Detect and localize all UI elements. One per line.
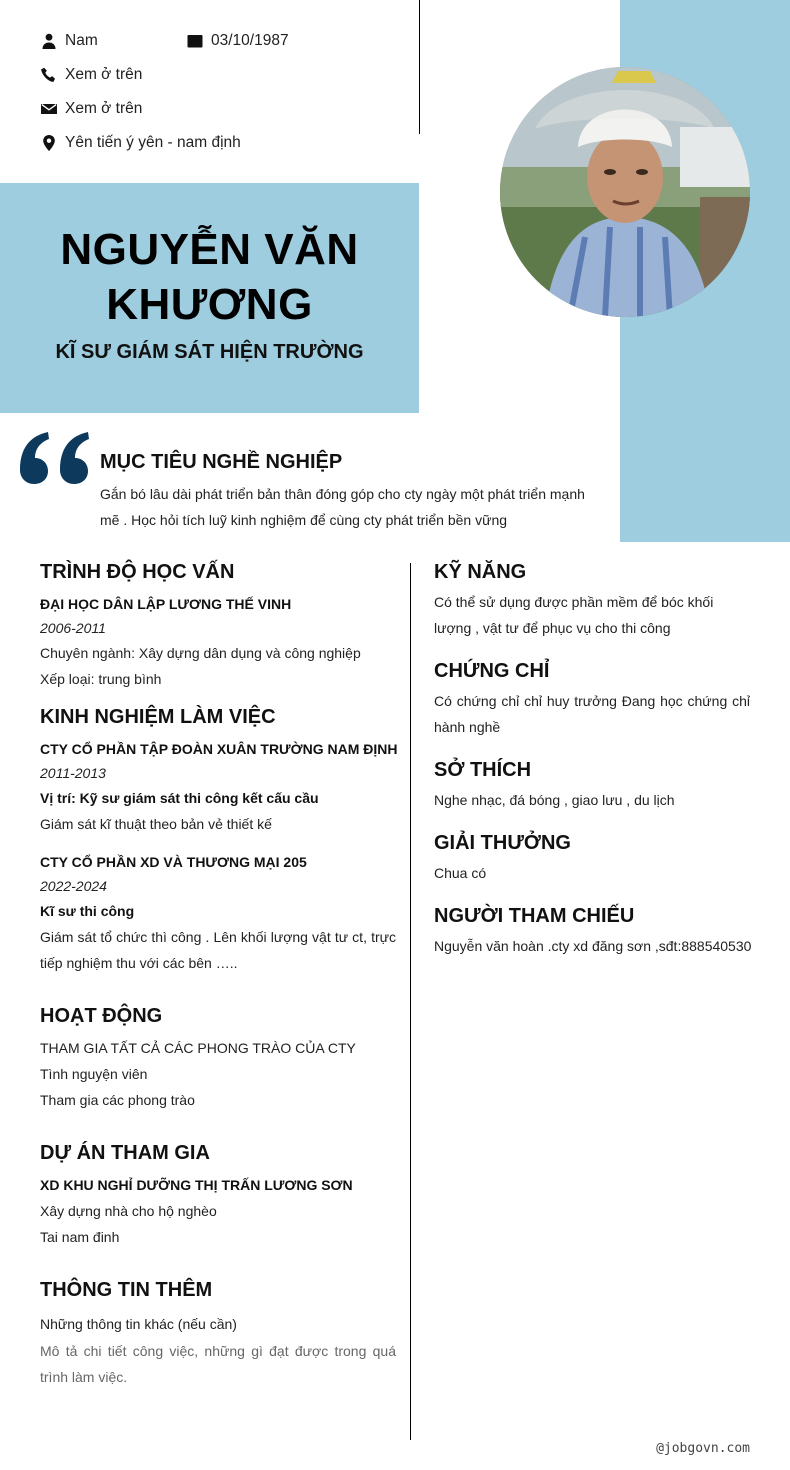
birthdate-text: 03/10/1987 <box>211 32 289 49</box>
candidate-name <box>0 222 419 332</box>
email-row <box>40 100 142 118</box>
skills-title: KỸ NĂNG <box>434 561 527 583</box>
gender-text: Nam <box>65 32 98 49</box>
job-1-years: 2011-2013 <box>40 765 106 781</box>
birthdate-row <box>186 32 289 50</box>
project-item: Tai nam đinh <box>40 1229 120 1245</box>
project-name: XD KHU NGHỈ DƯỠNG THỊ TRẤN LƯƠNG SƠN <box>40 1177 353 1193</box>
certificates-text: Có chứng chỉ chỉ huy trưởng Đang học chứng chỉ hành nghề <box>434 693 750 735</box>
address-row <box>40 134 241 152</box>
activity-item: Tình nguyện viên <box>40 1066 148 1082</box>
job-title: KĨ SƯ GIÁM SÁT HIỆN TRƯỜNG <box>55 341 364 363</box>
phone-row <box>40 66 142 84</box>
person-icon <box>40 32 58 50</box>
project-item: Xây dựng nhà cho hộ nghèo <box>40 1203 217 1219</box>
watermark: @jobgovn.com <box>656 1441 750 1456</box>
objective-title: MỤC TIÊU NGHỀ NGHIỆP <box>100 451 343 473</box>
gender-row <box>40 32 98 50</box>
activities-title: HOẠT ĐỘNG <box>40 1005 163 1027</box>
certificates-title: CHỨNG CHỈ <box>434 660 550 682</box>
calendar-icon <box>186 32 204 50</box>
awards-text: Chua có <box>434 865 487 881</box>
projects-title: DỰ ÁN THAM GIA <box>40 1142 210 1164</box>
location-pin-icon <box>40 134 58 152</box>
education-years: 2006-2011 <box>40 620 106 636</box>
awards-title: GIẢI THƯỞNG <box>434 832 571 854</box>
job-2-company: CTY CỔ PHẦN XD VÀ THƯƠNG MẠI 205 <box>40 854 307 870</box>
job-1-company: CTY CỔ PHẦN TẬP ĐOÀN XUÂN TRƯỜNG NAM ĐỊNH <box>40 741 398 757</box>
activity-item: THAM GIA TẤT CẢ CÁC PHONG TRÀO CỦA CTY <box>40 1040 356 1056</box>
additional-info-title: THÔNG TIN THÊM <box>40 1279 213 1301</box>
header-divider <box>419 0 420 134</box>
skills-text: Có thể sử dụng được phần mềm để bóc khối lượng , vật tư để phục vụ cho thi công <box>434 594 714 636</box>
education-title: TRÌNH ĐỘ HỌC VẤN <box>40 561 235 583</box>
hobbies-title: SỞ THÍCH <box>434 759 532 781</box>
name-line-1: NGUYỄN VĂN <box>60 225 359 274</box>
education-grade: Xếp loại: trung bình <box>40 671 162 687</box>
additional-info-line-2: Mô tả chi tiết công việc, những gì đạt được trong quá trình làm việc. <box>40 1343 396 1385</box>
references-title: NGƯỜI THAM CHIẾU <box>434 905 635 927</box>
objective-text: Gắn bó lâu dài phát triển bản thân đóng góp cho cty ngày một phát triển mạnh mẽ . Học hỏi tích luỹ kinh nghiệm để cùng cty phát triển bền vững <box>100 486 585 528</box>
job-2-position: Kĩ sư thi công <box>40 903 135 919</box>
experience-title: KINH NGHIỆM LÀM VIỆC <box>40 706 276 728</box>
job-1-description: Giám sát kĩ thuật theo bản vẻ thiết kế <box>40 816 272 832</box>
email-text: Xem ở trên <box>65 100 143 117</box>
references-text: Nguyễn văn hoàn .cty xd đăng sơn ,sđt:888540530 <box>434 938 752 954</box>
profile-photo <box>500 67 750 317</box>
additional-info-line-1: Những thông tin khác (nếu cần) <box>40 1316 237 1332</box>
envelope-icon <box>40 100 58 118</box>
job-2-years: 2022-2024 <box>40 878 107 894</box>
phone-text: Xem ở trên <box>65 66 143 83</box>
hobbies-text: Nghe nhạc, đá bóng , giao lưu , du lịch <box>434 792 675 808</box>
name-line-2: KHƯƠNG <box>106 280 313 329</box>
job-2-description: Giám sát tổ chức thì công . Lên khối lượng vật tư ct, trực tiếp nghiệm thu với các bên ….. <box>40 929 396 971</box>
activity-item: Tham gia các phong trào <box>40 1092 195 1108</box>
quote-mark-icon <box>18 430 94 486</box>
education-major: Chuyên ngành: Xây dựng dân dụng và công nghiệp <box>40 645 361 661</box>
job-1-position: Vị trí: Kỹ sư giám sát thi công kết cấu cầu <box>40 790 319 806</box>
address-text: Yên tiến ý yên - nam định <box>65 134 241 151</box>
column-divider <box>410 563 411 1440</box>
phone-icon <box>40 66 58 84</box>
education-school: ĐẠI HỌC DÂN LẬP LƯƠNG THẾ VINH <box>40 596 292 612</box>
